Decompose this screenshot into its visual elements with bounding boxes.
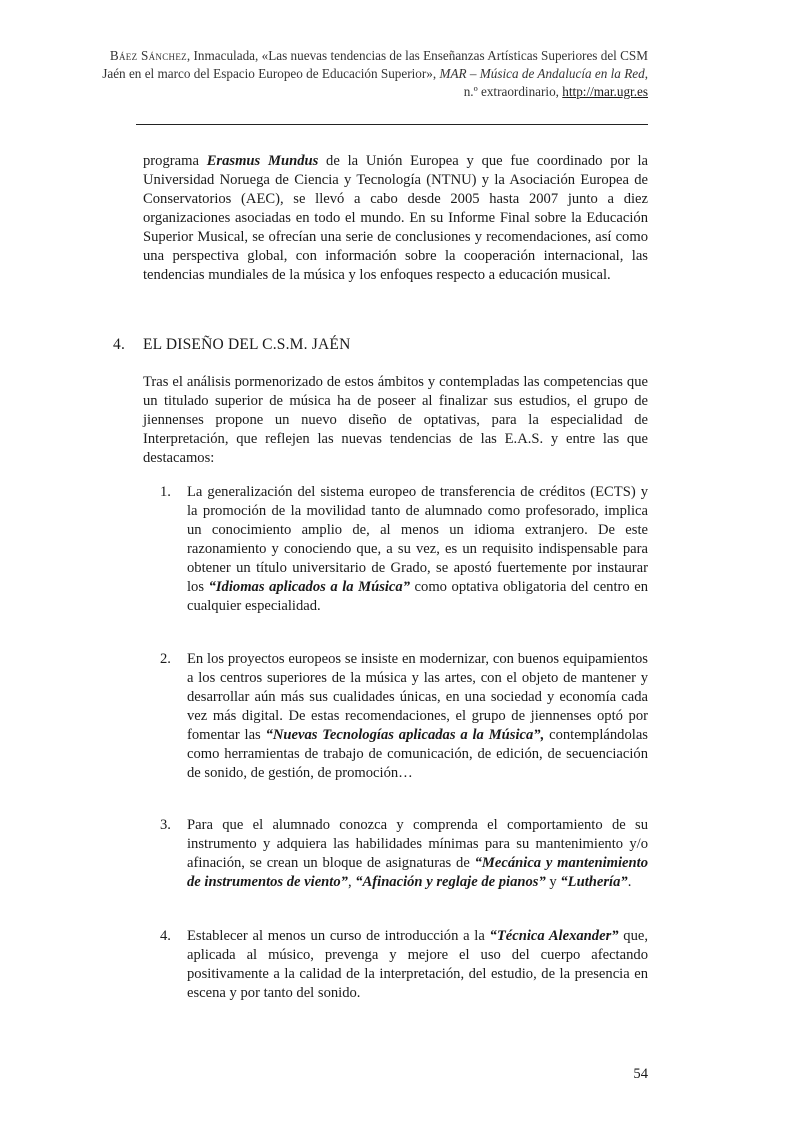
item-text-post: que, aplicada al músico, prevenga y mejore el uso del cuerpo afectando positivamente a la calidad de la interpretación, del estudio, de la presencia en escena y por tanto del sonido. bbox=[187, 928, 648, 1001]
intro-pre: programa bbox=[143, 153, 207, 169]
item-emphasis: “Luthería” bbox=[560, 874, 628, 890]
header-citation-line2: CSM Jaén en el marco del Espacio Europeo de Educación Superior», bbox=[102, 48, 648, 81]
list-item-number: 2. bbox=[160, 651, 171, 667]
header-author: Báez Sánchez bbox=[109, 48, 187, 63]
list-item-number: 4. bbox=[160, 928, 171, 944]
running-header bbox=[88, 47, 648, 101]
item-emphasis: “Mecánica y mantenimiento de instrumentos de viento” bbox=[187, 855, 648, 890]
section-number: 4. bbox=[113, 336, 126, 353]
item-emphasis: “Idiomas aplicados a la Música” bbox=[208, 579, 411, 595]
item-text-pre: Para que el alumnado conozca y comprenda el comportamiento de su instrumento y adquiera las habilidades mínimas para su mantenimiento y/o afinación, se crean un bloque de asignaturas de bbox=[187, 817, 648, 871]
header-url-link[interactable]: http://mar.ugr.es bbox=[562, 84, 648, 99]
list-item-text bbox=[187, 650, 648, 783]
list-item bbox=[160, 483, 648, 616]
list-item-text bbox=[187, 816, 648, 892]
page-number: 54 bbox=[633, 1066, 648, 1082]
section-intro-paragraph: Tras el análisis pormenorizado de estos ámbitos y contempladas las competencias que un titulado superior de música ha de poseer al finalizar sus estudios, el grupo de jiennenses propone un nuevo diseño de optativas, para la especialidad de Interpretación, que reflejen las nuevas tendencias de las E.A.S. y entre las que destacamos: bbox=[143, 374, 648, 466]
section-title: EL DISEÑO DEL C.S.M. JAÉN bbox=[143, 336, 351, 353]
item-text-mid: , bbox=[347, 874, 356, 890]
item-text-post: contemplándolas como herramientas de trabajo de comunicación, de edición, de secuenciación de sonido, de gestión, de promoción… bbox=[187, 727, 648, 781]
list-item bbox=[160, 816, 648, 892]
section-heading bbox=[113, 336, 653, 354]
list-item-text bbox=[187, 483, 648, 616]
header-rule bbox=[136, 124, 648, 125]
item-emphasis: “Nuevas Tecnologías aplicadas a la Música”, bbox=[265, 727, 545, 743]
item-emphasis: “Técnica Alexander” bbox=[489, 928, 619, 944]
item-text-post: . bbox=[627, 874, 632, 890]
list-item-number: 3. bbox=[160, 817, 171, 833]
header-citation-line1: , Inmaculada, «Las nuevas tendencias de las Enseñanzas Artísticas Superiores del bbox=[186, 48, 617, 63]
item-text-mid: y bbox=[545, 874, 561, 890]
item-text-pre: La generalización del sistema europeo de transferencia de créditos (ECTS) y la promoción de la movilidad tanto de alumnado como profesorado, implica un conocimiento amplio de, al menos un idioma extranjero. De este razonamiento y conociendo que, a su vez, es un requisito indispensable para obtener un título universitario de Grado, se apostó fuertemente por instaurar los bbox=[187, 484, 648, 595]
list-item bbox=[160, 650, 648, 783]
list-item-number: 1. bbox=[160, 484, 171, 500]
intro-emphasis: Erasmus Mundus bbox=[206, 153, 319, 169]
item-text-post: como optativa obligatoria del centro en cualquier especialidad. bbox=[187, 579, 649, 614]
item-emphasis: “Afinación y reglaje de pianos” bbox=[355, 874, 546, 890]
header-issue: , n.º extraordinario, bbox=[463, 66, 648, 99]
list-item-text bbox=[187, 927, 648, 1003]
item-text-pre: En los proyectos europeos se insiste en modernizar, con buenos equipamientos a los centros superiores de la música y las artes, con el objeto de mantener y desarrollar aún más sus cualidades únicas, en una sociedad y economía cada vez más digital. De estas recomendaciones, el grupo de jiennenses optó por fomentar las bbox=[187, 651, 648, 743]
header-journal: MAR – Música de Andalucía en la Red bbox=[439, 66, 645, 81]
intro-post: de la Unión Europea y que fue coordinado por la Universidad Noruega de Ciencia y Tecnología (NTNU) y la Asociación Europea de Conservatorios (AEC), se llevó a cabo desde 2005 hasta 2007 junto a diez organizaciones asociadas en todo el mundo. En su Informe Final sobre la Educación Superior Musical, se ofrecían una serie de conclusiones y recomendaciones, así como una perspectiva global, con información sobre la cooperación internacional, las tendencias mundiales de la música y los enfoques respecto a educación musical. bbox=[143, 153, 648, 283]
intro-paragraph bbox=[143, 152, 648, 285]
item-text-pre: Establecer al menos un curso de introducción a la bbox=[187, 928, 490, 944]
list-item bbox=[160, 927, 648, 1003]
